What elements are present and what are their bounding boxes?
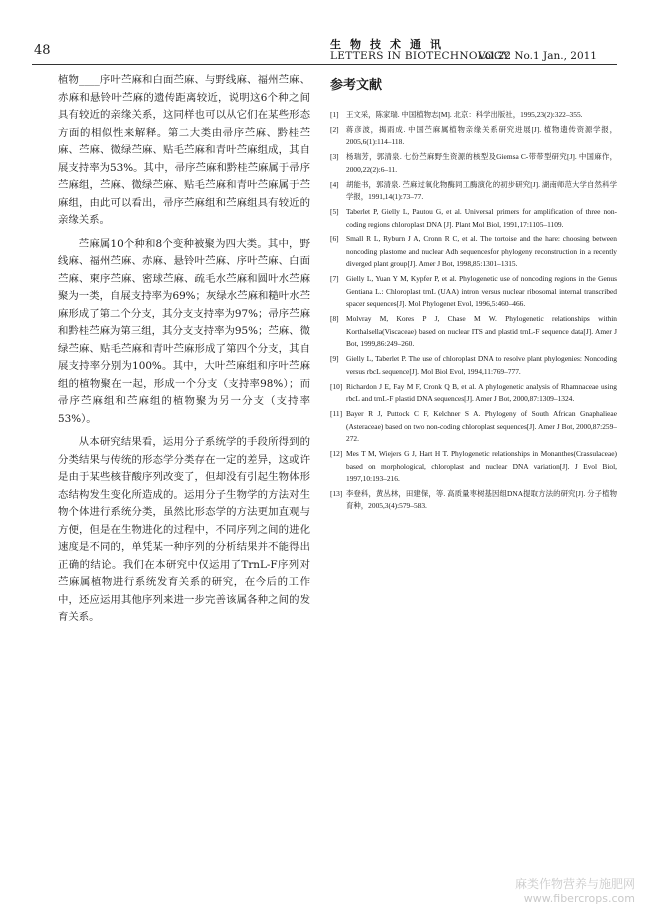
header-rule — [32, 64, 617, 65]
reference-item — [330, 109, 617, 122]
watermark-site-name: 麻类作物营养与施肥网 — [514, 877, 635, 891]
reference-item — [330, 448, 617, 486]
watermark-url: www.fibercrops.com — [523, 892, 635, 905]
reference-text: 王文采，陈家瑞. 中国植物志[M]. 北京：科学出版社，1995,23(2):322–355. — [346, 110, 583, 119]
reference-number: [5] — [330, 206, 339, 216]
reference-text: Gielly L, Taberlet P. The use of chloroplast DNA to resolve plant phylogenies: Noncoding versus rbcL sequence[J]. Mol Biol Evol, 1994,11:769–777. — [346, 354, 617, 376]
reference-item — [330, 273, 617, 311]
site-watermark — [515, 875, 635, 905]
reference-text: Mes T M, Wiejers G J, Hart H T. Phylogenetic relationships in Monanthes(Crassulaceae) based on morphological, chloroplast and nuclear DNA variation[J]. J Evol Biol, 1997,10:193–216. — [346, 448, 617, 484]
reference-item — [330, 233, 617, 271]
reference-text: Taberlet P, Gielly L, Pautou G, et al. Universal primers for amplification of three non-coding regions chloroplast DNA [J]. Plant Mol Biol, 1991,17:1105–1109. — [346, 206, 617, 229]
body-paragraph: 植物____序叶苎麻和白面苎麻、与野线麻、福州苎麻、赤麻和悬铃叶苎麻的遗传距离较近，说明这6个种之间具有较近的亲缘关系，这同样也可以从它们在某些形态方面的相似性来解释。第二大类由帚序苎麻、黔桂苎麻、苎麻、微绿苎麻、贴毛苎麻和青叶苎麻组成，其自展支持率为53%。其中，帚序苎麻和黔桂苎麻属于帚序苎麻组，苎麻、微绿苎麻、贴毛苎麻和青叶苎麻属于苎麻组，由此可以看出，帚序苎麻组和苎麻组具有较近的亲缘关系。 — [58, 74, 310, 226]
references-heading: 参考文献 — [330, 78, 383, 93]
body-paragraph: 从本研究结果看，运用分子系统学的手段所得到的分类结果与传统的形态学分类存在一定的差异，这或许是由于某些核苷酸序列改变了，但却没有引起生物体形态结构发生变化所造成的。运用分子生物学的方法对生物个体进行系统分类，虽然比形态学的方法更加直观与方便，但是在生物进化的过程中，不同序列之间的进化速度是不同的，单凭某一种序列的分析结果并不能得出正确的结论。我们在本研究中仅运用了TrnL-F序列对苎麻属植物进行系统发育关系的研究，在今后的工作中，还应运用其他序列来进一步完善该属各种之间的发育关系。 — [58, 436, 310, 623]
reference-item — [330, 381, 617, 406]
references-column — [330, 72, 617, 515]
reference-item — [330, 124, 617, 149]
reference-text: 李登科，黄丛林，田建保，等. 高质量枣树基因组DNA提取方法的研究[J]. 分子植物育种，2005,3(4):579–583. — [346, 488, 617, 511]
reference-text: 胡能书，郭清泉. 苎麻过氧化物酶同工酶演化的初步研究[J]. 湖南师范大学自然科学学报，1991,14(1):73–77. — [346, 179, 617, 202]
reference-number: [8] — [330, 314, 339, 324]
body-paragraph: 苎麻属10个种和8个变种被聚为四大类。其中，野线麻、福州苎麻、赤麻、悬铃叶苎麻、序叶苎麻、白面苎麻、柬序苎麻、密球苎麻、疏毛水苎麻和圆叶水苎麻聚为一类，自展支持率为69%；灰绿水苎麻和糙叶水苎麻形成了第二个分支，其分支支持率为97%；帚序苎麻和黔桂苎麻为第三组，其分支支持率为95%；苎麻、微绿苎麻、贴毛苎麻和青叶苎麻形成了第四个分支，其自展支持率分别为100%。其中，大叶苎麻组和序叶苎麻组的植物聚在一起，形成一个分支（支持率98%）；而帚序苎麻组和苎麻组的植物聚为另一分支（支持率53%）。 — [58, 237, 310, 425]
reference-text: Gielly L, Yuan Y M, Kypfer P, et al. Phylogenetic use of noncoding regions in the Genus Gentiana L.: Chloroplast trnL (UAA) intron versus nuclear ribosomal internal transcribed spacer sequences[J]. Mol Phylogenet Evol, 1996,5:460–466. — [346, 274, 617, 309]
reference-text: 蒋彦波，揭雨成. 中国苎麻属植物亲缘关系研究进展[J]. 植物遗传资源学报，2005,6(1):114–118. — [346, 124, 617, 147]
reference-text: Bayer R J, Puttock C F, Kelchner S A. Phylogeny of South African Gnaphalieae (Asteraceae) based on two non-coding chloroplast sequences[J]. Amer J Bot, 2000,87:259–272. — [346, 408, 617, 444]
reference-text: 杨瑞芳，郭清泉. 七份苎麻野生资源的核型及Giemsa C-带带型研究[J]. 中国麻作，2000,22(2):6–11. — [346, 152, 617, 174]
reference-number: [7] — [330, 274, 339, 284]
reference-item — [330, 313, 617, 351]
journal-name-cn: 生物技术通讯 — [330, 38, 450, 51]
reference-list — [330, 109, 617, 513]
reference-number: [4] — [330, 179, 339, 189]
reference-number: [2] — [330, 124, 339, 134]
reference-item — [330, 488, 617, 513]
reference-number: [3] — [330, 152, 339, 162]
reference-item — [330, 151, 617, 176]
body-text-column — [58, 72, 310, 627]
reference-item — [330, 408, 617, 446]
reference-item — [330, 353, 617, 378]
reference-number: [13] — [330, 488, 343, 498]
reference-item — [330, 206, 617, 231]
reference-text: Small R L, Ryburn J A, Cronn R C, et al. The tortoise and the hare: choosing between noncoding plastome and nuclear Adh sequencesfor phylogeny reconstruction in a recently diverged plant group[J]. Amer J Bot, 1998,85:1301–1315. — [346, 234, 617, 269]
page-number: 48 — [34, 43, 51, 58]
reference-number: [10] — [330, 381, 343, 391]
reference-text: Richardon J E, Fay M F, Cronk Q B, et al. A phylogenetic analysis of Rhamnaceae using rbcL and trnL-F plastid DNA sequences[J]. Amer J Bot, 2000,87:1309–1324. — [346, 381, 617, 404]
journal-volume: Vol.22 No.1 Jan., 2011 — [478, 50, 597, 62]
reference-number: [12] — [330, 448, 343, 458]
reference-number: [9] — [330, 354, 339, 364]
journal-name-en: LETTERS IN BIOTECHNOLOGY — [330, 50, 510, 62]
reference-number: [6] — [330, 234, 339, 244]
reference-number: [1] — [330, 110, 339, 119]
reference-text: Molvray M, Kores P J, Chase M W. Phylogenetic relationships within Korthalsella(Viscaceae) based on nuclear ITS and plastid trnL-F sequence data[J]. Amer J Bot, 1999,86:249–260. — [346, 314, 617, 349]
reference-number: [11] — [330, 408, 343, 418]
reference-item — [330, 179, 617, 204]
